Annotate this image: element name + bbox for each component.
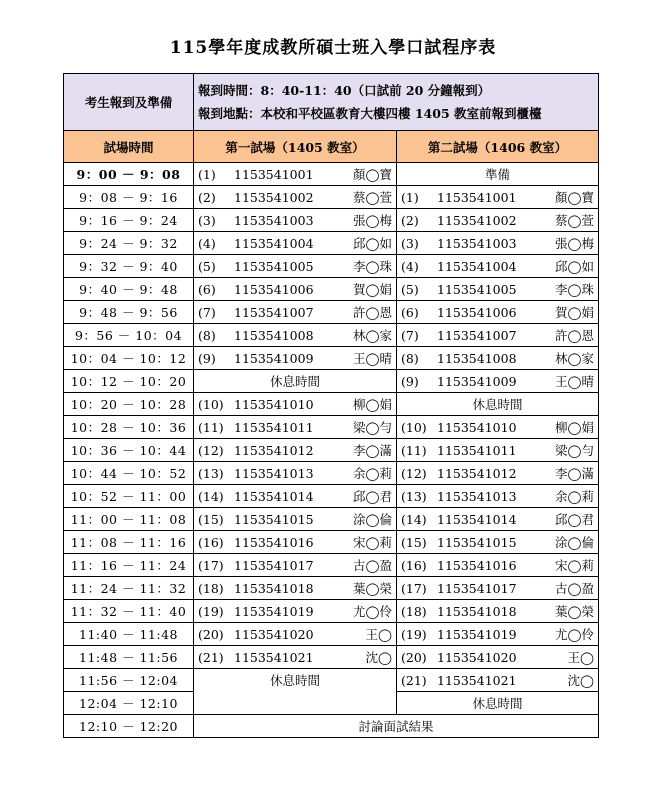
candidate-num: (1)	[198, 166, 216, 182]
schedule-row	[64, 232, 599, 255]
schedule-row	[64, 255, 599, 278]
candidate-id: 1153541009	[437, 373, 517, 389]
room1-slot	[198, 165, 392, 183]
time-slot: 11：16 － 11：24	[64, 554, 194, 577]
time-slot: 11:56 － 12:04	[64, 669, 194, 692]
time-slot: 10：28 － 10：36	[64, 416, 194, 439]
candidate-num: (20)	[401, 649, 427, 665]
room2-slot	[401, 211, 594, 229]
candidate-name: 葉◯榮	[555, 604, 594, 619]
candidate-num: (21)	[198, 649, 224, 665]
room2-slot	[401, 648, 594, 666]
candidate-num: (16)	[401, 557, 427, 573]
room2-slot	[401, 441, 594, 459]
candidate-num: (10)	[198, 396, 224, 412]
room2-slot	[401, 326, 594, 344]
time-slot: 11:40 － 11:48	[64, 623, 194, 646]
candidate-name: 邱◯君	[353, 489, 392, 504]
candidate-id: 1153541007	[437, 327, 517, 343]
checkin-row	[64, 74, 599, 131]
room1-slot	[198, 464, 392, 482]
candidate-name: 涂◯倫	[353, 512, 392, 527]
candidate-num: (14)	[401, 511, 427, 527]
candidate-name: 蔡◯萱	[353, 190, 392, 205]
candidate-id: 1153541006	[234, 281, 314, 297]
page-title: 115學年度成教所碩士班入學口試程序表	[169, 38, 497, 58]
candidate-name: 賀◯娟	[353, 282, 392, 297]
room2-slot	[401, 280, 594, 298]
candidate-num: (7)	[198, 304, 216, 320]
candidate-num: (19)	[401, 626, 427, 642]
time-slot: 11：32 － 11：40	[64, 600, 194, 623]
time-slot: 9：32 － 9：40	[64, 255, 194, 278]
room1-slot	[198, 418, 392, 436]
candidate-id: 1153541020	[437, 649, 517, 665]
room1-slot	[198, 533, 392, 551]
room2-slot	[401, 257, 594, 275]
room1-note: 休息時間	[194, 370, 397, 393]
schedule-row	[64, 646, 599, 669]
schedule-row	[64, 531, 599, 554]
candidate-id: 1153541006	[437, 304, 517, 320]
candidate-name: 柳◯娟	[353, 397, 392, 412]
schedule-row	[64, 600, 599, 623]
room1-slot	[198, 510, 392, 528]
candidate-name: 古◯盈	[555, 581, 594, 596]
candidate-id: 1153541013	[234, 465, 314, 481]
time-slot: 11：08 － 11：16	[64, 531, 194, 554]
checkin-info	[194, 74, 599, 131]
candidate-num: (9)	[401, 373, 419, 389]
candidate-id: 1153541020	[234, 626, 314, 642]
column-header-row	[64, 131, 599, 163]
candidate-num: (11)	[401, 442, 427, 458]
room2-slot	[401, 418, 594, 436]
candidate-id: 1153541001	[234, 166, 314, 182]
candidate-num: (12)	[198, 442, 224, 458]
candidate-name: 李◯滿	[555, 466, 594, 481]
room1-slot	[198, 326, 392, 344]
room2-slot	[401, 533, 594, 551]
candidate-name: 張◯梅	[555, 236, 594, 251]
schedule-row	[64, 209, 599, 232]
candidate-name: 王◯	[567, 650, 594, 665]
candidate-id: 1153541010	[437, 419, 517, 435]
candidate-num: (17)	[198, 557, 224, 573]
room1-slot	[198, 395, 392, 413]
col-header-time: 試場時間	[64, 131, 194, 163]
candidate-num: (10)	[401, 419, 427, 435]
schedule-row	[64, 485, 599, 508]
schedule-table	[63, 73, 599, 738]
candidate-id: 1153541004	[234, 235, 314, 251]
candidate-num: (3)	[198, 212, 216, 228]
candidate-id: 1153541005	[437, 281, 517, 297]
candidate-name: 余◯莉	[555, 489, 594, 504]
candidate-num: (15)	[401, 534, 427, 550]
schedule-row	[64, 163, 599, 186]
room2-note: 休息時間	[397, 692, 599, 715]
schedule-row	[64, 324, 599, 347]
candidate-name: 梁◯勻	[353, 420, 392, 435]
candidate-id: 1153541005	[234, 258, 314, 274]
candidate-num: (7)	[401, 327, 419, 343]
candidate-num: (6)	[401, 304, 419, 320]
candidate-name: 宋◯莉	[353, 535, 392, 550]
col-header-room2: 第二試場（1406 教室）	[397, 131, 599, 163]
schedule-row	[64, 623, 599, 646]
candidate-num: (13)	[401, 488, 427, 504]
candidate-id: 1153541008	[234, 327, 314, 343]
candidate-name: 古◯盈	[353, 558, 392, 573]
candidate-id: 1153541010	[234, 396, 314, 412]
schedule-row	[64, 301, 599, 324]
room2-slot	[401, 372, 594, 390]
candidate-name: 涂◯倫	[555, 535, 594, 550]
candidate-id: 1153541002	[234, 189, 314, 205]
candidate-name: 沈◯	[567, 673, 594, 688]
room2-slot	[401, 303, 594, 321]
room1-slot	[198, 188, 392, 206]
candidate-num: (2)	[401, 212, 419, 228]
candidate-num: (4)	[198, 235, 216, 251]
room2-slot	[401, 602, 594, 620]
candidate-id: 1153541019	[437, 626, 517, 642]
room2-slot	[401, 510, 594, 528]
candidate-num: (3)	[401, 235, 419, 251]
schedule-row	[64, 278, 599, 301]
time-slot: 9：56 － 10：04	[64, 324, 194, 347]
room2-slot	[401, 625, 594, 643]
candidate-num: (18)	[198, 580, 224, 596]
candidate-id: 1153541013	[437, 488, 517, 504]
candidate-name: 邱◯君	[555, 512, 594, 527]
candidate-id: 1153541018	[234, 580, 314, 596]
candidate-name: 梁◯勻	[555, 443, 594, 458]
candidate-num: (1)	[401, 189, 419, 205]
time-slot: 12:10 － 12:20	[64, 715, 194, 738]
room2-slot	[401, 579, 594, 597]
candidate-id: 1153541017	[437, 580, 517, 596]
time-slot: 11：00 － 11：08	[64, 508, 194, 531]
candidate-num: (2)	[198, 189, 216, 205]
candidate-num: (8)	[198, 327, 216, 343]
candidate-name: 林◯家	[555, 351, 594, 366]
candidate-name: 李◯珠	[555, 282, 594, 297]
candidate-num: (9)	[198, 350, 216, 366]
time-slot: 11:48 － 11:56	[64, 646, 194, 669]
checkin-time: 報到時間：8：40-11：40（口試前 20 分鐘報到）	[198, 83, 491, 98]
time-slot: 10：20 － 10：28	[64, 393, 194, 416]
schedule-row	[64, 462, 599, 485]
candidate-num: (16)	[198, 534, 224, 550]
candidate-num: (19)	[198, 603, 224, 619]
room1-slot	[198, 441, 392, 459]
candidate-id: 1153541008	[437, 350, 517, 366]
schedule-row	[64, 669, 599, 692]
room1-slot	[198, 602, 392, 620]
candidate-num: (20)	[198, 626, 224, 642]
candidate-id: 1153541016	[437, 557, 517, 573]
checkin-label: 考生報到及準備	[64, 74, 194, 131]
room1-slot	[198, 625, 392, 643]
candidate-name: 蔡◯萱	[555, 213, 594, 228]
time-slot: 10：36 － 10：44	[64, 439, 194, 462]
candidate-id: 1153541015	[437, 534, 517, 550]
candidate-num: (21)	[401, 672, 427, 688]
candidate-name: 葉◯榮	[353, 581, 392, 596]
candidate-id: 1153541009	[234, 350, 314, 366]
candidate-name: 邱◯如	[555, 259, 594, 274]
room1-slot	[198, 234, 392, 252]
candidate-id: 1153541019	[234, 603, 314, 619]
schedule-row	[64, 186, 599, 209]
candidate-name: 宋◯莉	[555, 558, 594, 573]
time-slot: 10：04 － 10：12	[64, 347, 194, 370]
room2-note: 準備	[397, 163, 599, 186]
room2-slot	[401, 556, 594, 574]
candidate-id: 1153541021	[437, 672, 517, 688]
candidate-num: (6)	[198, 281, 216, 297]
schedule-row	[64, 508, 599, 531]
candidate-name: 許◯恩	[353, 305, 392, 320]
room2-slot	[401, 234, 594, 252]
room1-slot	[198, 487, 392, 505]
room1-slot	[198, 556, 392, 574]
schedule-row	[64, 715, 599, 738]
candidate-name: 張◯梅	[353, 213, 392, 228]
candidate-name: 許◯恩	[555, 328, 594, 343]
time-slot: 10：52 － 11：00	[64, 485, 194, 508]
candidate-name: 邱◯如	[353, 236, 392, 251]
discussion-note: 討論面試結果	[194, 715, 599, 738]
candidate-id: 1153541004	[437, 258, 517, 274]
candidate-num: (8)	[401, 350, 419, 366]
schedule-row	[64, 416, 599, 439]
room1-note	[194, 669, 397, 715]
candidate-name: 顏◯寶	[353, 167, 392, 182]
candidate-id: 1153541011	[234, 419, 314, 435]
candidate-name: 李◯滿	[353, 443, 392, 458]
candidate-num: (11)	[198, 419, 224, 435]
room1-slot	[198, 211, 392, 229]
candidate-num: (13)	[198, 465, 224, 481]
candidate-name: 王◯晴	[555, 374, 594, 389]
candidate-name: 王◯晴	[353, 351, 392, 366]
room1-slot	[198, 303, 392, 321]
candidate-num: (12)	[401, 465, 427, 481]
candidate-num: (5)	[198, 258, 216, 274]
room1-slot	[198, 579, 392, 597]
candidate-id: 1153541014	[437, 511, 517, 527]
candidate-id: 1153541021	[234, 649, 314, 665]
candidate-name: 沈◯	[365, 650, 392, 665]
time-slot: 9：08 － 9：16	[64, 186, 194, 209]
candidate-num: (15)	[198, 511, 224, 527]
room2-note: 休息時間	[397, 393, 599, 416]
candidate-id: 1153541011	[437, 442, 517, 458]
schedule-row	[64, 554, 599, 577]
schedule-row	[64, 370, 599, 393]
candidate-id: 1153541001	[437, 189, 517, 205]
col-header-room1: 第一試場（1405 教室）	[194, 131, 397, 163]
schedule-row	[64, 577, 599, 600]
room1-slot	[198, 648, 392, 666]
candidate-id: 1153541007	[234, 304, 314, 320]
time-slot: 9：24 － 9：32	[64, 232, 194, 255]
schedule-row	[64, 347, 599, 370]
time-slot: 9：48 － 9：56	[64, 301, 194, 324]
candidate-num: (17)	[401, 580, 427, 596]
room1-slot	[198, 257, 392, 275]
candidate-id: 1153541014	[234, 488, 314, 504]
candidate-id: 1153541017	[234, 557, 314, 573]
candidate-id: 1153541012	[437, 465, 517, 481]
candidate-name: 尤◯伶	[353, 604, 392, 619]
room1-slot	[198, 349, 392, 367]
candidate-name: 李◯珠	[353, 259, 392, 274]
candidate-id: 1153541015	[234, 511, 314, 527]
room2-slot	[401, 487, 594, 505]
candidate-name: 尤◯伶	[555, 627, 594, 642]
time-slot: 9：00 － 9：08	[64, 163, 194, 186]
time-slot: 10：44 － 10：52	[64, 462, 194, 485]
candidate-name: 顏◯寶	[555, 190, 594, 205]
time-slot: 11：24 － 11：32	[64, 577, 194, 600]
candidate-num: (5)	[401, 281, 419, 297]
break-label: 休息時間	[269, 673, 320, 688]
candidate-id: 1153541002	[437, 212, 517, 228]
candidate-name: 余◯莉	[353, 466, 392, 481]
room2-slot	[401, 188, 594, 206]
room2-slot	[401, 464, 594, 482]
time-slot: 9：40 － 9：48	[64, 278, 194, 301]
candidate-name: 賀◯娟	[555, 305, 594, 320]
candidate-id: 1153541003	[437, 235, 517, 251]
room2-slot	[401, 671, 594, 689]
room2-slot	[401, 349, 594, 367]
candidate-name: 柳◯娟	[555, 420, 594, 435]
candidate-id: 1153541012	[234, 442, 314, 458]
time-slot: 9：16 － 9：24	[64, 209, 194, 232]
candidate-num: (18)	[401, 603, 427, 619]
candidate-name: 林◯家	[353, 328, 392, 343]
schedule-row	[64, 393, 599, 416]
schedule-row	[64, 439, 599, 462]
candidate-id: 1153541018	[437, 603, 517, 619]
candidate-id: 1153541016	[234, 534, 314, 550]
candidate-num: (14)	[198, 488, 224, 504]
time-slot: 12:04 － 12:10	[64, 692, 194, 715]
time-slot: 10：12 － 10：20	[64, 370, 194, 393]
candidate-id: 1153541003	[234, 212, 314, 228]
room1-slot	[198, 280, 392, 298]
checkin-place: 報到地點：本校和平校區教育大樓四樓 1405 教室前報到櫃檯	[198, 106, 542, 121]
candidate-num: (4)	[401, 258, 419, 274]
candidate-name: 王◯	[365, 627, 392, 642]
